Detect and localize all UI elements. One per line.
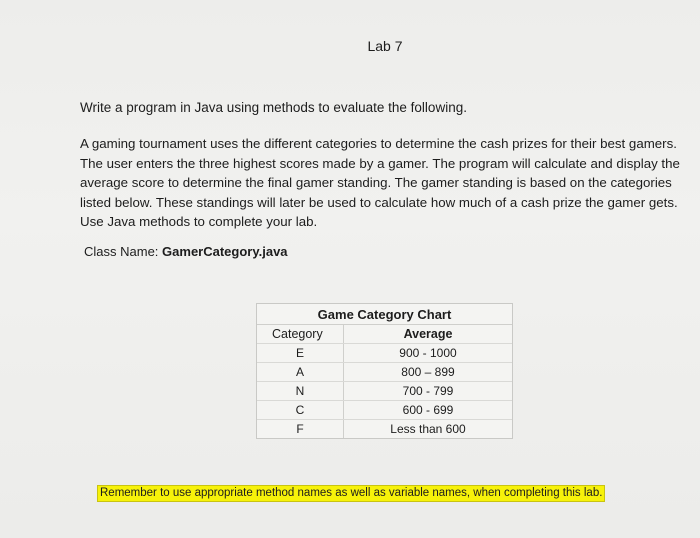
reminder-highlight: Remember to use appropriate method names as well as variable names, when completing this lab. (97, 485, 605, 502)
paragraph-line: Use Java methods to complete your lab. (80, 214, 318, 229)
intro-text: Write a program in Java using methods to evaluate the following. (80, 100, 467, 115)
average-cell: 700 - 799 (402, 384, 454, 398)
table-row (257, 400, 512, 419)
average-cell: Less than 600 (390, 422, 466, 436)
paragraph-line: The user enters the three highest scores made by a gamer. The program will calculate and display the (80, 155, 680, 171)
chart-title: Game Category Chart (257, 304, 512, 325)
category-cell: C (257, 401, 344, 419)
class-name-line (84, 244, 288, 259)
category-cell: N (257, 382, 344, 400)
average-cell: 900 - 1000 (399, 346, 457, 360)
game-category-chart (256, 303, 513, 439)
paragraph-line: listed below. These standings will later be used to calculate how much of a cash prize the gamer gets. (80, 194, 678, 210)
average-cell: 800 – 899 (401, 365, 455, 379)
header-average: Average (403, 327, 453, 341)
chart-header-row (257, 325, 512, 343)
class-name-label: Class Name: (84, 244, 159, 259)
category-cell: F (257, 420, 344, 438)
category-cell: E (257, 344, 344, 362)
header-category: Category (257, 325, 344, 343)
paragraph-line: A gaming tournament uses the different categories to determine the cash prizes for their best gamers. (80, 136, 677, 151)
paragraph-line: average score to determine the final gamer standing. The gamer standing is based on the categories (80, 175, 672, 190)
page-title: Lab 7 (367, 38, 403, 54)
table-row (257, 362, 512, 381)
average-cell: 600 - 699 (402, 403, 454, 417)
category-cell: A (257, 363, 344, 381)
table-row (257, 343, 512, 362)
description-paragraph (80, 134, 680, 232)
table-row (257, 419, 512, 438)
table-row (257, 381, 512, 400)
class-name-value: GamerCategory.java (162, 244, 288, 259)
